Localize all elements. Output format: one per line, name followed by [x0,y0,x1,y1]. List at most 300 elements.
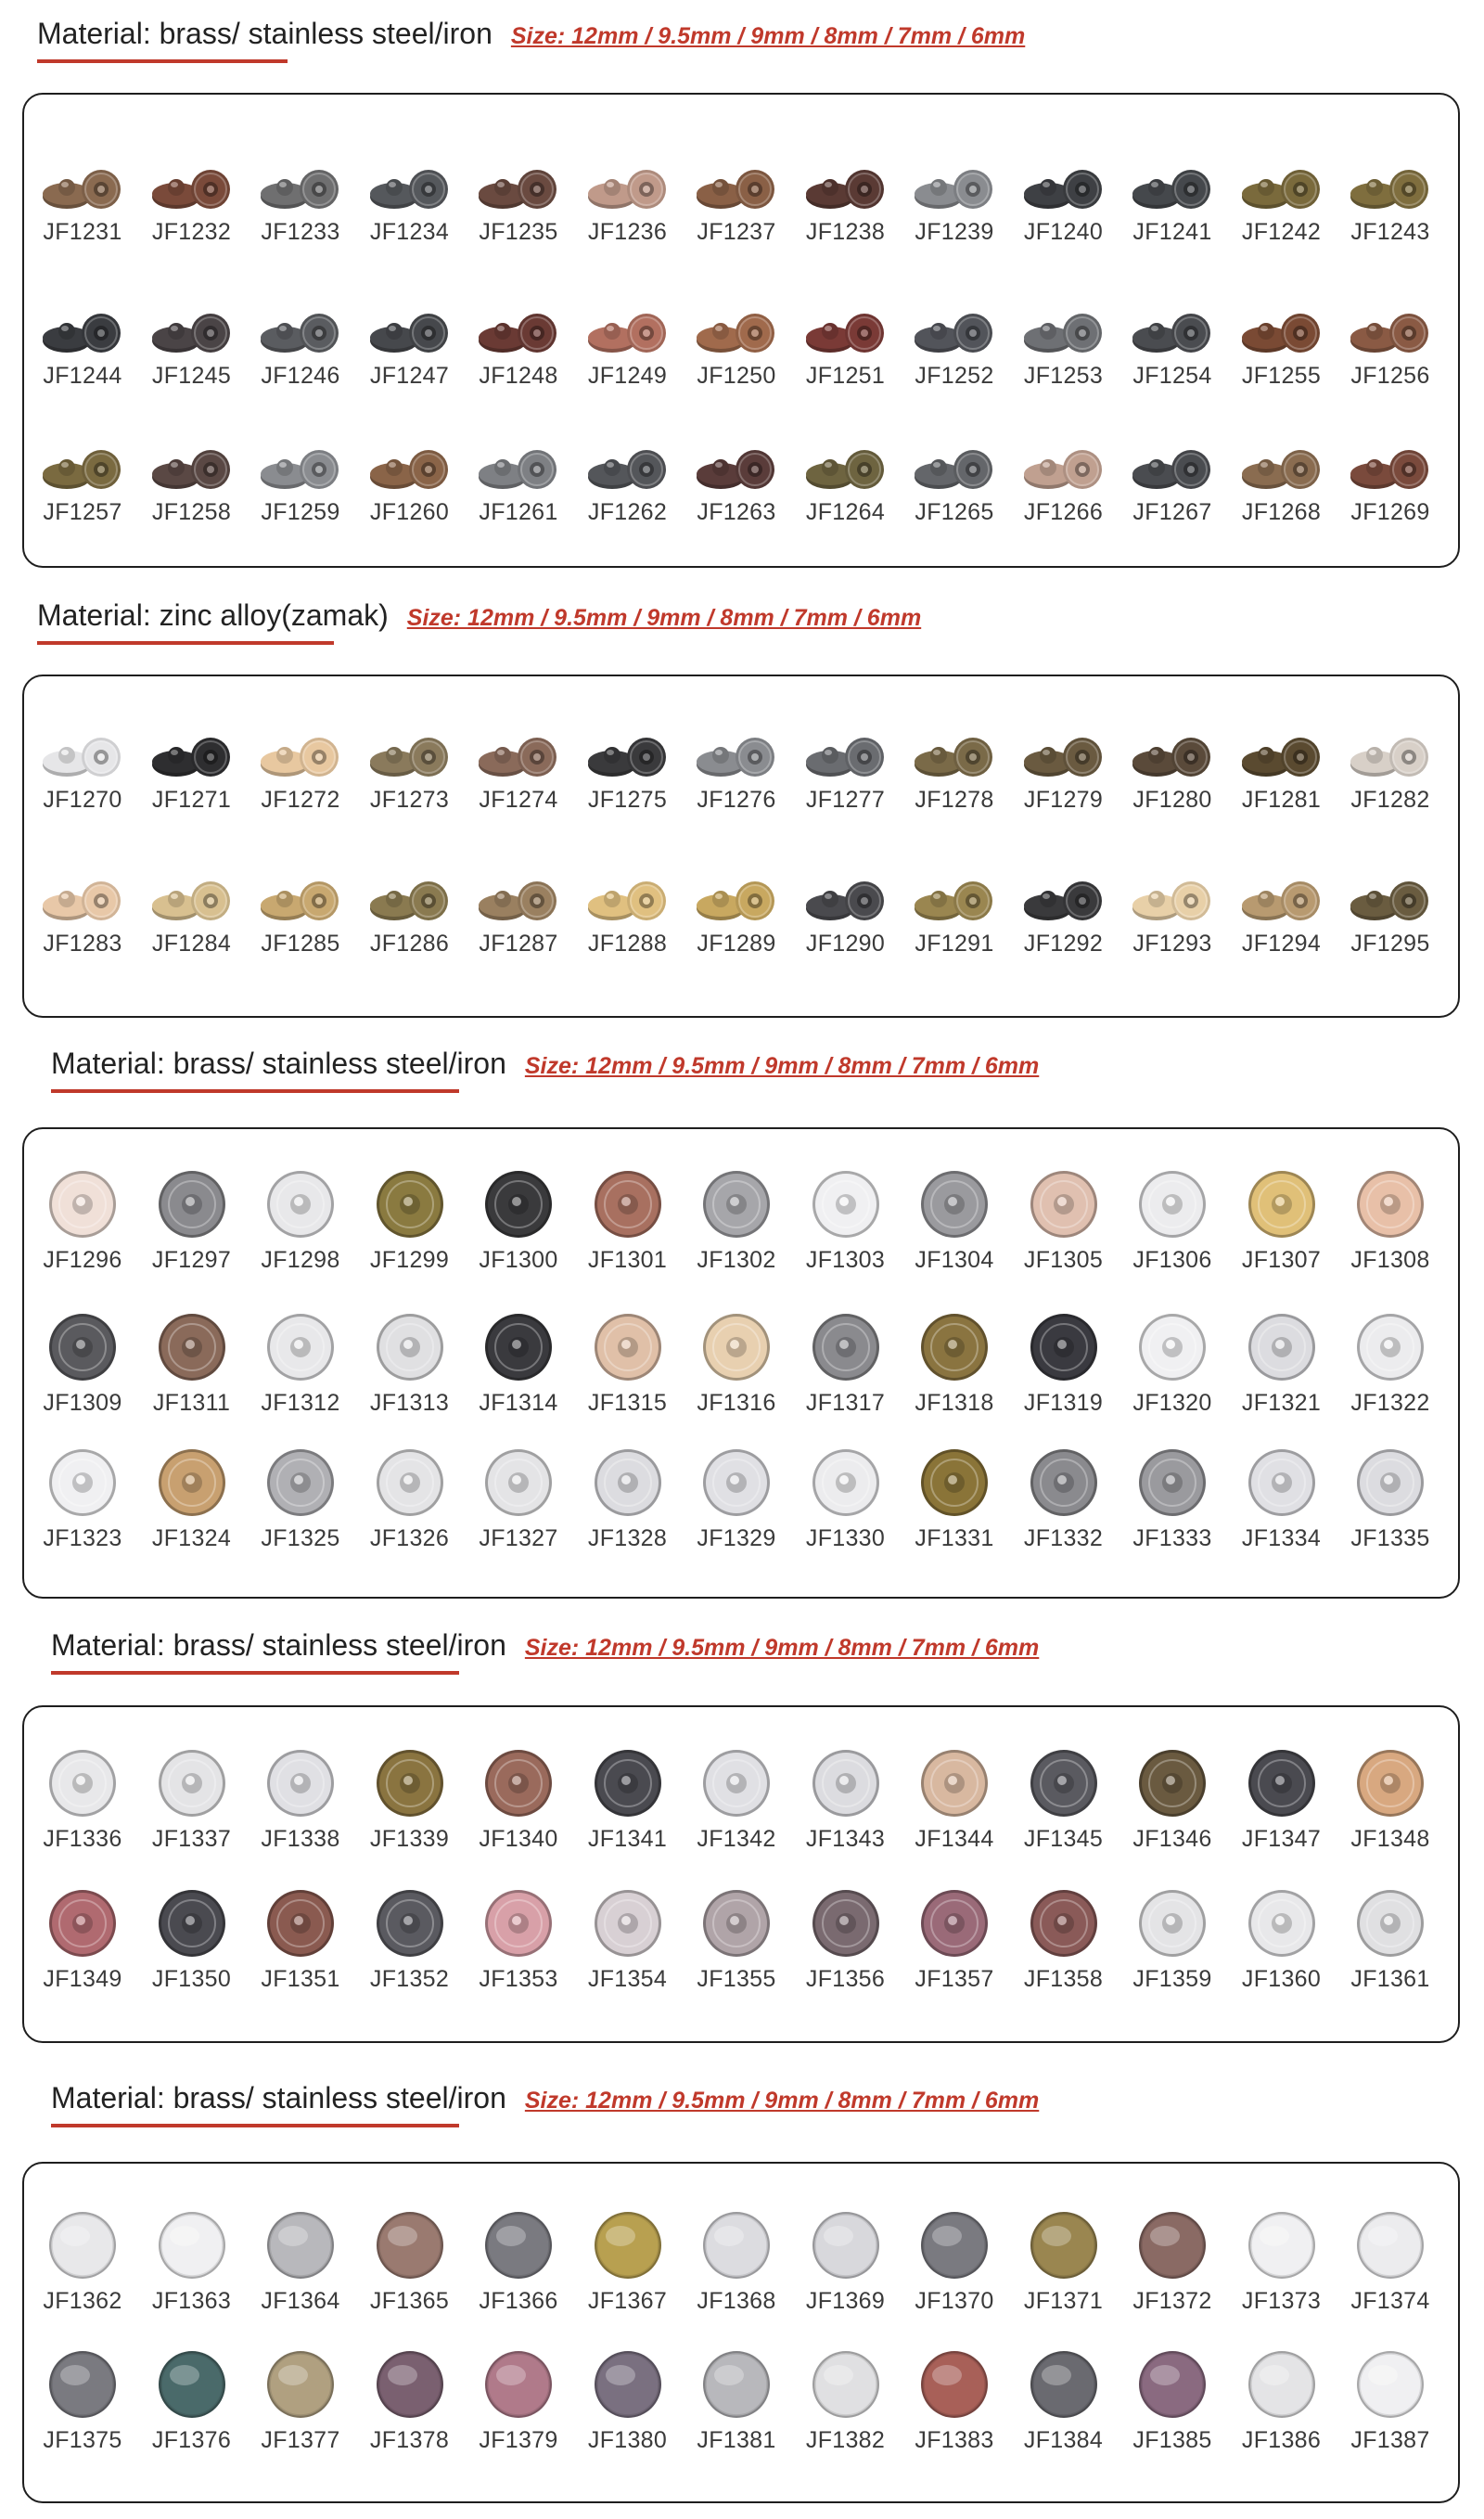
product-item[interactable] [355,1310,465,1417]
product-item[interactable] [1009,1446,1119,1552]
product-item[interactable] [1009,2347,1119,2454]
product-item[interactable] [573,733,683,814]
product-code: JF1285 [261,931,340,957]
snap-button-icon [1135,1310,1209,1384]
snap-button-icon [155,1167,229,1241]
product-item[interactable] [1009,1746,1119,1853]
product-item[interactable] [246,1446,355,1552]
product-code: JF1322 [1350,1390,1430,1416]
product-item[interactable] [137,165,247,246]
product-item[interactable] [1336,1446,1445,1552]
snap-button-icon [481,1446,556,1520]
product-item[interactable] [464,1746,573,1853]
snap-button-icon [254,733,347,781]
product-item[interactable] [900,877,1009,957]
snap-button-icon [146,877,238,925]
snap-button-icon [1126,877,1219,925]
product-item[interactable] [1336,1167,1445,1274]
snap-button-icon [472,733,565,781]
product-item[interactable] [464,2208,573,2315]
product-item[interactable] [1118,2208,1227,2315]
product-item[interactable] [246,1167,355,1274]
snap-button-icon [263,1167,338,1241]
snap-button-icon [155,2347,229,2422]
product-item[interactable] [1009,309,1119,390]
product-item[interactable] [246,733,355,814]
product-code: JF1287 [479,931,558,957]
snap-button-icon [481,1886,556,1960]
section-heading [51,1628,1039,1663]
snap-button-icon [155,1746,229,1820]
product-item[interactable] [28,2347,137,2454]
product-code: JF1381 [697,2427,776,2453]
product-code: JF1247 [369,363,450,389]
snap-button-icon [699,1310,774,1384]
product-item[interactable] [1118,1746,1227,1853]
product-item[interactable] [1118,165,1227,246]
product-code: JF1269 [1350,499,1430,525]
snap-button-icon [1344,733,1437,781]
product-code: JF1312 [261,1390,340,1416]
product-item[interactable] [682,1310,791,1417]
snap-button-icon [472,165,565,213]
product-item[interactable] [791,1886,901,1993]
product-item[interactable] [1227,733,1337,814]
product-code: JF1362 [43,2288,122,2314]
product-item[interactable] [137,309,247,390]
product-item[interactable] [900,1167,1009,1274]
product-item[interactable] [1118,733,1227,814]
product-item[interactable] [137,877,247,957]
product-item[interactable] [682,733,791,814]
product-item[interactable] [791,2208,901,2315]
product-item[interactable] [1118,1167,1227,1274]
product-item[interactable] [355,445,465,526]
product-item[interactable] [573,1446,683,1552]
product-item[interactable] [791,165,901,246]
product-item[interactable] [1009,1310,1119,1417]
product-item[interactable] [900,1446,1009,1552]
product-code: JF1250 [697,363,776,389]
snap-button-icon [472,445,565,494]
product-item[interactable] [573,2347,683,2454]
product-item[interactable] [355,309,465,390]
snap-button-icon [364,165,456,213]
snap-button-icon [1235,309,1328,357]
product-item[interactable] [1118,1446,1227,1552]
product-code: JF1332 [1023,1525,1104,1551]
product-code: JF1276 [697,787,776,813]
product-item[interactable] [900,733,1009,814]
product-code: JF1320 [1132,1390,1212,1416]
product-item[interactable] [1009,165,1119,246]
product-code: JF1302 [697,1247,776,1273]
product-item[interactable] [1227,1310,1337,1417]
product-code: JF1270 [43,787,122,813]
product-code: JF1277 [805,787,886,813]
product-item[interactable] [464,309,573,390]
product-code: JF1383 [915,2427,994,2453]
product-item[interactable] [900,2347,1009,2454]
product-item[interactable] [28,733,137,814]
product-code: JF1353 [479,1966,558,1992]
product-code: JF1359 [1132,1966,1212,1992]
product-item[interactable] [355,1446,465,1552]
product-code: JF1315 [587,1390,668,1416]
product-item[interactable] [137,1310,247,1417]
product-item[interactable] [137,1886,247,1993]
product-item[interactable] [1336,1746,1445,1853]
product-item[interactable] [900,2208,1009,2315]
product-item[interactable] [1009,877,1119,957]
snap-button-icon [591,1746,665,1820]
product-item[interactable] [791,1167,901,1274]
product-code: JF1334 [1241,1525,1322,1551]
product-item[interactable] [28,1446,137,1552]
snap-button-icon [472,877,565,925]
product-item[interactable] [1118,445,1227,526]
product-item[interactable] [137,1446,247,1552]
product-code: JF1265 [915,499,994,525]
product-code: JF1368 [697,2288,776,2314]
product-item[interactable] [464,1886,573,1993]
product-item[interactable] [28,2208,137,2315]
product-code: JF1286 [369,931,450,957]
product-code: JF1298 [261,1247,340,1273]
product-item[interactable] [573,1886,683,1993]
product-code: JF1261 [479,499,558,525]
product-item[interactable] [464,2347,573,2454]
snap-button-icon [690,445,783,494]
product-code: JF1372 [1132,2288,1212,2314]
product-code: JF1258 [151,499,232,525]
product-code: JF1281 [1241,787,1322,813]
product-code: JF1382 [805,2427,886,2453]
product-item[interactable] [137,1167,247,1274]
product-code: JF1248 [479,363,558,389]
product-code: JF1350 [151,1966,232,1992]
product-item[interactable] [355,1886,465,1993]
product-item[interactable] [1227,1167,1337,1274]
snap-button-icon [263,1310,338,1384]
product-item[interactable] [355,1746,465,1853]
product-item[interactable] [1118,1886,1227,1993]
section-heading [51,2081,1039,2115]
snap-button-icon [1017,877,1110,925]
product-item[interactable] [137,733,247,814]
product-item[interactable] [791,733,901,814]
snap-button-icon [1027,1746,1101,1820]
product-item[interactable] [464,1310,573,1417]
product-code: JF1327 [479,1525,558,1551]
product-item[interactable] [464,1446,573,1552]
product-code: JF1288 [587,931,668,957]
product-item[interactable] [900,309,1009,390]
product-item[interactable] [28,445,137,526]
product-item[interactable] [355,2208,465,2315]
product-code: JF1323 [43,1525,122,1551]
product-item[interactable] [28,1310,137,1417]
product-item[interactable] [1009,445,1119,526]
snap-button-icon [364,877,456,925]
product-item[interactable] [682,1446,791,1552]
snap-button-icon [908,733,1001,781]
snap-button-icon [582,309,674,357]
snap-button-icon [45,1886,120,1960]
product-item[interactable] [246,2347,355,2454]
product-code: JF1329 [697,1525,776,1551]
product-code: JF1321 [1241,1390,1322,1416]
product-code: JF1318 [915,1390,994,1416]
product-item[interactable] [573,2208,683,2315]
product-item[interactable] [1009,1167,1119,1274]
product-item[interactable] [464,1167,573,1274]
product-item[interactable] [791,1310,901,1417]
product-code: JF1356 [805,1966,886,1992]
product-item[interactable] [28,1746,137,1853]
product-code: JF1348 [1350,1826,1430,1852]
snap-button-icon [1245,1886,1319,1960]
product-item[interactable] [791,877,901,957]
product-item[interactable] [1227,309,1337,390]
snap-button-icon [582,733,674,781]
product-code: JF1346 [1132,1826,1212,1852]
product-item[interactable] [246,2208,355,2315]
snap-button-icon [1017,309,1110,357]
size-label: Size: 12mm / 9.5mm / 9mm / 8mm / 7mm / 6mm [524,1635,1040,1661]
product-item[interactable] [1118,309,1227,390]
product-item[interactable] [1336,2208,1445,2315]
product-item[interactable] [682,309,791,390]
product-item[interactable] [464,733,573,814]
product-item[interactable] [1227,1446,1337,1552]
product-item[interactable] [1336,2347,1445,2454]
product-code: JF1384 [1023,2427,1104,2453]
product-item[interactable] [1336,733,1445,814]
product-item[interactable] [246,877,355,957]
product-code: JF1251 [805,363,886,389]
product-item[interactable] [137,445,247,526]
snap-button-icon [1235,445,1328,494]
snap-button-icon [36,733,129,781]
product-item[interactable] [791,309,901,390]
product-item[interactable] [900,165,1009,246]
snap-button-icon [1135,2208,1209,2282]
product-item[interactable] [355,733,465,814]
product-item[interactable] [355,165,465,246]
product-item[interactable] [1227,877,1337,957]
product-item[interactable] [1009,733,1119,814]
product-code: JF1374 [1350,2288,1430,2314]
snap-button-icon [254,165,347,213]
product-item[interactable] [355,877,465,957]
snap-button-icon [917,2208,991,2282]
product-code: JF1233 [261,219,340,245]
product-item[interactable] [28,309,137,390]
snap-button-icon [582,165,674,213]
product-code: JF1340 [479,1826,558,1852]
product-item[interactable] [1336,165,1445,246]
snap-button-icon [809,1746,883,1820]
product-item[interactable] [1336,1310,1445,1417]
product-code: JF1254 [1132,363,1212,389]
product-item[interactable] [246,165,355,246]
product-item[interactable] [464,165,573,246]
snap-button-icon [155,1310,229,1384]
snap-button-icon [45,1167,120,1241]
product-item[interactable] [900,1746,1009,1853]
snap-button-icon [373,1167,447,1241]
product-item[interactable] [1009,2208,1119,2315]
snap-button-icon [1017,165,1110,213]
product-item[interactable] [791,445,901,526]
product-item[interactable] [464,877,573,957]
product-code: JF1309 [43,1390,122,1416]
product-code: JF1313 [369,1390,450,1416]
snap-button-icon [146,165,238,213]
product-code: JF1365 [369,2288,450,2314]
product-item[interactable] [1227,1886,1337,1993]
product-item[interactable] [246,445,355,526]
product-code: JF1333 [1132,1525,1212,1551]
product-code: JF1259 [261,499,340,525]
product-item[interactable] [573,309,683,390]
snap-button-icon [1235,733,1328,781]
snap-button-icon [1235,877,1328,925]
snap-button-icon [917,2347,991,2422]
snap-button-icon [800,877,892,925]
snap-button-icon [1353,1746,1427,1820]
product-code: JF1357 [915,1966,994,1992]
snap-button-icon [591,2347,665,2422]
product-item[interactable] [246,309,355,390]
product-item[interactable] [900,445,1009,526]
product-code: JF1378 [369,2427,450,2453]
product-item[interactable] [1227,445,1337,526]
product-item[interactable] [682,2347,791,2454]
snap-button-icon [1245,1167,1319,1241]
product-item[interactable] [573,877,683,957]
product-code: JF1284 [151,931,232,957]
product-item[interactable] [791,2347,901,2454]
product-item[interactable] [791,1746,901,1853]
product-item[interactable] [1118,1310,1227,1417]
product-item[interactable] [1227,2208,1337,2315]
product-item[interactable] [573,165,683,246]
product-item[interactable] [682,445,791,526]
product-code: JF1260 [369,499,450,525]
product-item[interactable] [900,1310,1009,1417]
size-label: Size: 12mm / 9.5mm / 9mm / 8mm / 7mm / 6mm [406,605,922,631]
product-code: JF1236 [587,219,668,245]
product-item[interactable] [1227,165,1337,246]
snap-button-icon [1027,2347,1101,2422]
product-item[interactable] [1336,1886,1445,1993]
snap-button-icon [481,1746,556,1820]
product-item[interactable] [355,1167,465,1274]
product-item[interactable] [28,1167,137,1274]
product-item[interactable] [682,165,791,246]
product-item[interactable] [682,2208,791,2315]
snap-button-icon [254,309,347,357]
product-code: JF1336 [43,1826,122,1852]
product-item[interactable] [464,445,573,526]
product-item[interactable] [791,1446,901,1552]
product-item[interactable] [1009,1886,1119,1993]
product-item[interactable] [28,165,137,246]
product-item[interactable] [1227,1746,1337,1853]
product-item[interactable] [682,1167,791,1274]
product-item[interactable] [900,1886,1009,1993]
snap-button-icon [591,1167,665,1241]
product-item[interactable] [246,1746,355,1853]
product-item[interactable] [137,1746,247,1853]
product-item[interactable] [1227,2347,1337,2454]
product-code: JF1253 [1023,363,1104,389]
product-code: JF1273 [369,787,450,813]
product-item[interactable] [1118,2347,1227,2454]
product-item[interactable] [355,2347,465,2454]
snap-button-icon [1027,1167,1101,1241]
snap-button-icon [373,2208,447,2282]
snap-button-icon [1126,445,1219,494]
product-code: JF1279 [1023,787,1104,813]
product-item[interactable] [246,1310,355,1417]
product-item[interactable] [573,1167,683,1274]
product-item[interactable] [137,2347,247,2454]
product-item[interactable] [682,1746,791,1853]
product-item[interactable] [1118,877,1227,957]
product-code: JF1289 [697,931,776,957]
product-item[interactable] [682,1886,791,1993]
section-heading [51,1047,1039,1081]
product-item[interactable] [573,1746,683,1853]
heading-underline [51,2124,459,2127]
snap-button-icon [582,445,674,494]
product-code: JF1386 [1241,2427,1322,2453]
heading-underline [37,59,288,63]
product-code: JF1376 [151,2427,232,2453]
snap-button-icon [373,2347,447,2422]
product-item[interactable] [682,877,791,957]
snap-button-icon [1135,1886,1209,1960]
product-item[interactable] [1336,877,1445,957]
product-code: JF1331 [915,1525,994,1551]
product-code: JF1367 [587,2288,668,2314]
product-item[interactable] [1336,309,1445,390]
product-item[interactable] [1336,445,1445,526]
product-code: JF1342 [697,1826,776,1852]
snap-button-icon [917,1886,991,1960]
product-item[interactable] [573,1310,683,1417]
product-code: JF1231 [43,219,122,245]
product-code: JF1330 [805,1525,886,1551]
product-code: JF1345 [1023,1826,1104,1852]
product-code: JF1235 [479,219,558,245]
snap-button-icon [1135,1746,1209,1820]
product-code: JF1349 [43,1966,122,1992]
product-item[interactable] [137,2208,247,2315]
product-item[interactable] [28,1886,137,1993]
product-item[interactable] [246,1886,355,1993]
product-code: JF1352 [369,1966,450,1992]
product-code: JF1263 [697,499,776,525]
product-item[interactable] [573,445,683,526]
snap-button-icon [1344,309,1437,357]
snap-button-icon [1027,1886,1101,1960]
product-item[interactable] [28,877,137,957]
snap-button-icon [690,165,783,213]
